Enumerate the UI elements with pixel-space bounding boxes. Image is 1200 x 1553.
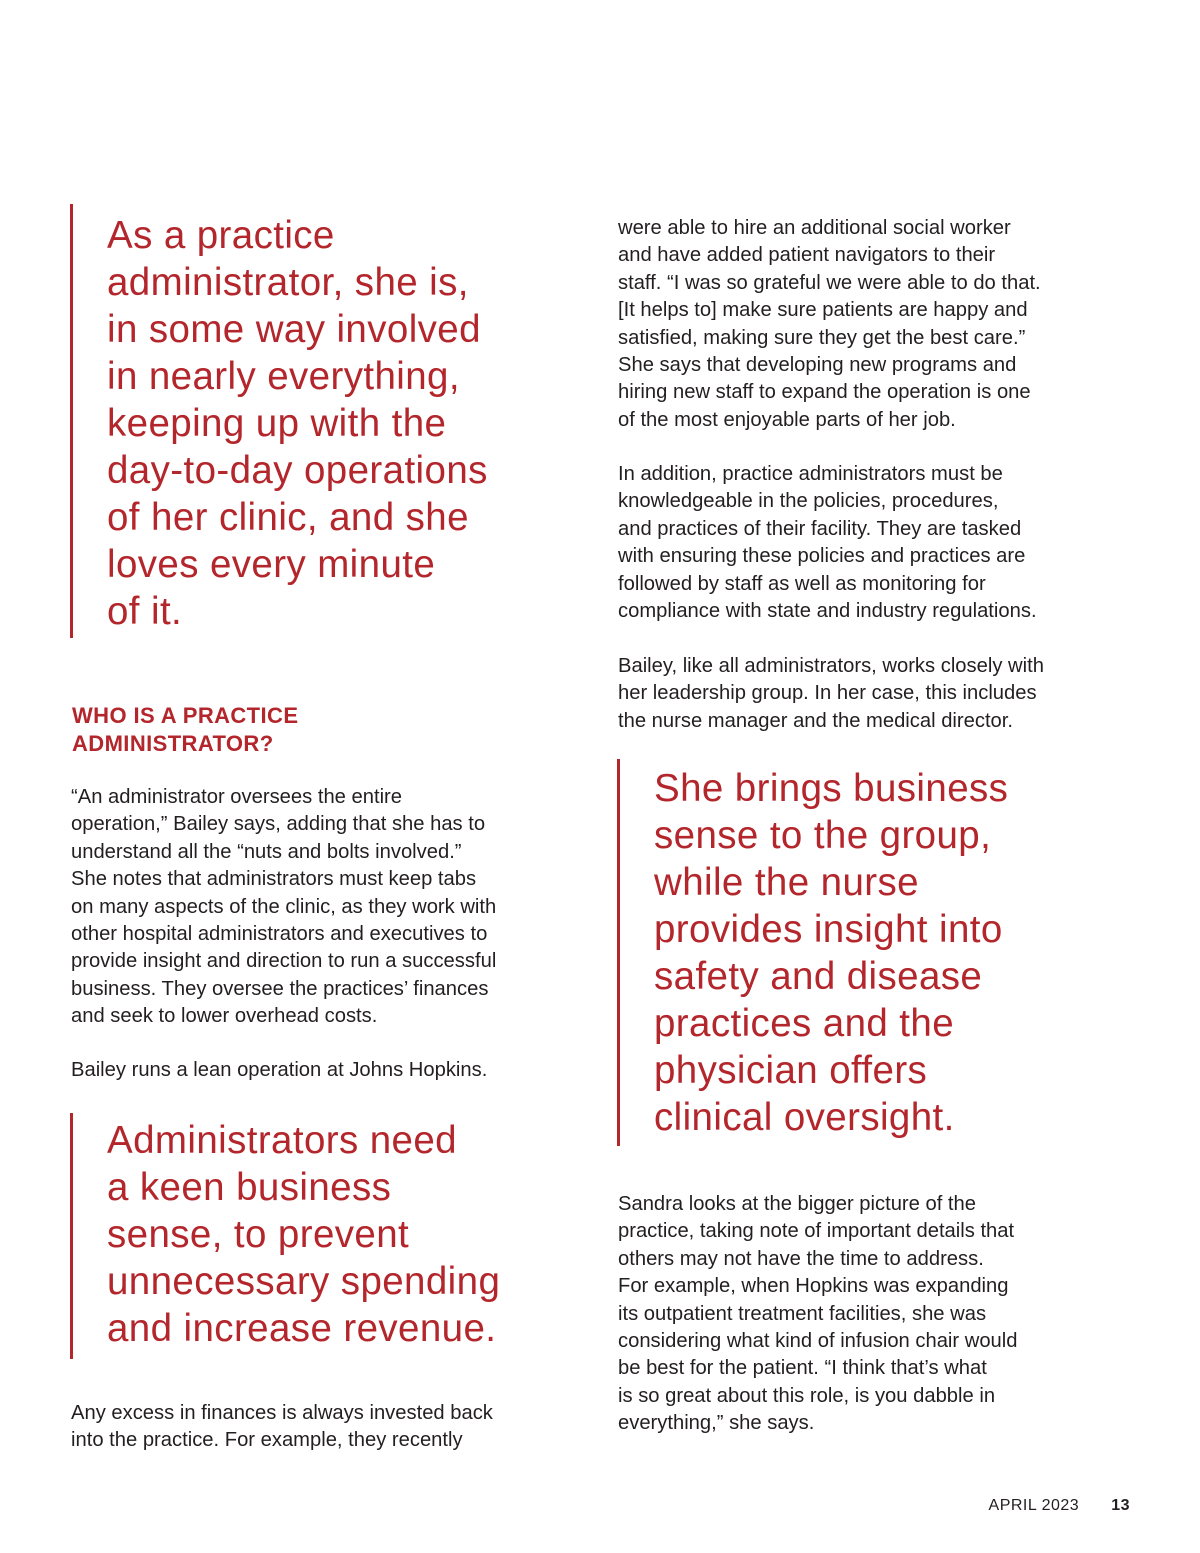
pull-quote-line: safety and disease [654, 955, 983, 998]
text-line: her leadership group. In her case, this includes [618, 682, 1037, 705]
pull-quote-line: sense to the group, [654, 814, 992, 857]
text-line: be best for the patient. “I think that’s what [618, 1357, 987, 1380]
text-line: Sandra looks at the bigger picture of the [618, 1193, 976, 1215]
pull-quote-line: day-to-day operations [107, 449, 488, 492]
text-line: staff. “I was so grateful we were able to do that. [618, 271, 1041, 294]
text-line: everything,” she says. [618, 1412, 815, 1435]
text-line: knowledgeable in the policies, procedures, [618, 490, 999, 513]
text-line: were able to hire an additional social worker [618, 217, 1011, 239]
text-line: For example, when Hopkins was expanding [618, 1275, 1009, 1298]
text-line: [It helps to] make sure patients are happy and [618, 299, 1028, 322]
pull-quote-line: sense, to prevent [107, 1213, 410, 1256]
text-line: the nurse manager and the medical director. [618, 709, 1014, 732]
pull-quote-line: She brings business [654, 767, 1009, 810]
pull-quote-brings-business-sense [617, 759, 1008, 1146]
pull-quote-line: unnecessary spending [107, 1260, 501, 1303]
text-line: She says that developing new programs and [618, 354, 1017, 377]
text-line: Bailey, like all administrators, works closely with [618, 655, 1044, 677]
text-line: its outpatient treatment facilities, she was [618, 1302, 987, 1325]
text-line: hiring new staff to expand the operation is one [618, 381, 1031, 404]
section-heading [72, 702, 298, 757]
text-line: considering what kind of infusion chair would [618, 1330, 1018, 1353]
page-footer [989, 1497, 1130, 1515]
pull-quote-line: clinical oversight. [654, 1096, 955, 1139]
pull-quote-line: in nearly everything, [107, 355, 460, 398]
text-line: of the most enjoyable parts of her job. [618, 408, 956, 431]
text-line: understand all the “nuts and bolts involved.” [71, 840, 462, 863]
pull-quote-line: a keen business [107, 1166, 392, 1209]
paragraph-policies-procedures [618, 461, 1037, 625]
paragraph-excess-finances [71, 1400, 493, 1455]
paragraph-administrator-oversees [71, 784, 496, 1031]
text-line: other hospital administrators and executives to [71, 923, 488, 946]
pull-quote-line: provides insight into [654, 908, 1003, 951]
pull-quote-line: Administrators need [107, 1119, 457, 1162]
pull-quote-business-sense [70, 1113, 500, 1359]
pull-quote-line: loves every minute [107, 543, 436, 586]
issue-date: APRIL 2023 [988, 1497, 1080, 1514]
paragraph-leadership-group [618, 653, 1044, 735]
text-line: provide insight and direction to run a successful [71, 950, 497, 973]
paragraph-hire-social-worker [618, 215, 1041, 434]
text-line: satisfied, making sure they get the best care.” [618, 326, 1026, 349]
pull-quote-line: As a practice [107, 214, 335, 257]
text-line: business. They oversee the practices’ finances [71, 977, 489, 1000]
text-line: others may not have the time to address. [618, 1247, 984, 1270]
paragraph-lean-operation [71, 1057, 487, 1084]
text-line: compliance with state and industry regulations. [618, 600, 1037, 623]
pull-quote-line: administrator, she is, [107, 261, 469, 304]
pull-quote-line: physician offers [654, 1049, 928, 1092]
text-line: followed by staff as well as monitoring for [618, 572, 986, 595]
heading-line: ADMINISTRATOR? [72, 730, 274, 756]
text-line: on many aspects of the clinic, as they work with [71, 895, 497, 918]
text-line: “An administrator oversees the entire [71, 786, 403, 808]
text-line: Any excess in finances is always invested back [71, 1402, 493, 1424]
text-line: Bailey runs a lean operation at Johns Hopkins. [71, 1059, 488, 1081]
text-line: In addition, practice administrators must be [618, 463, 1003, 485]
pull-quote-line: keeping up with the [107, 402, 447, 445]
text-line: She notes that administrators must keep tabs [71, 868, 477, 891]
text-line: is so great about this role, is you dabble in [618, 1384, 996, 1407]
text-line: with ensuring these policies and practices are [618, 545, 1026, 568]
text-line: and seek to lower overhead costs. [71, 1005, 378, 1028]
pull-quote-line: practices and the [654, 1002, 955, 1045]
heading-line: WHO IS A PRACTICE [72, 703, 299, 728]
text-line: operation,” Bailey says, adding that she has to [71, 813, 486, 836]
text-line: into the practice. For example, they recently [71, 1429, 463, 1452]
pull-quote-line: of her clinic, and she [107, 496, 469, 539]
pull-quote-administrator-involved [70, 204, 488, 638]
text-line: and have added patient navigators to their [618, 244, 996, 267]
page-number: 13 [1111, 1497, 1130, 1514]
pull-quote-line: and increase revenue. [107, 1307, 497, 1350]
pull-quote-line: while the nurse [654, 861, 919, 904]
text-line: practice, taking note of important details that [618, 1220, 1015, 1243]
pull-quote-line: in some way involved [107, 308, 481, 351]
paragraph-bigger-picture [618, 1191, 1018, 1438]
text-line: and practices of their facility. They are tasked [618, 517, 1022, 540]
pull-quote-line: of it. [107, 590, 183, 633]
